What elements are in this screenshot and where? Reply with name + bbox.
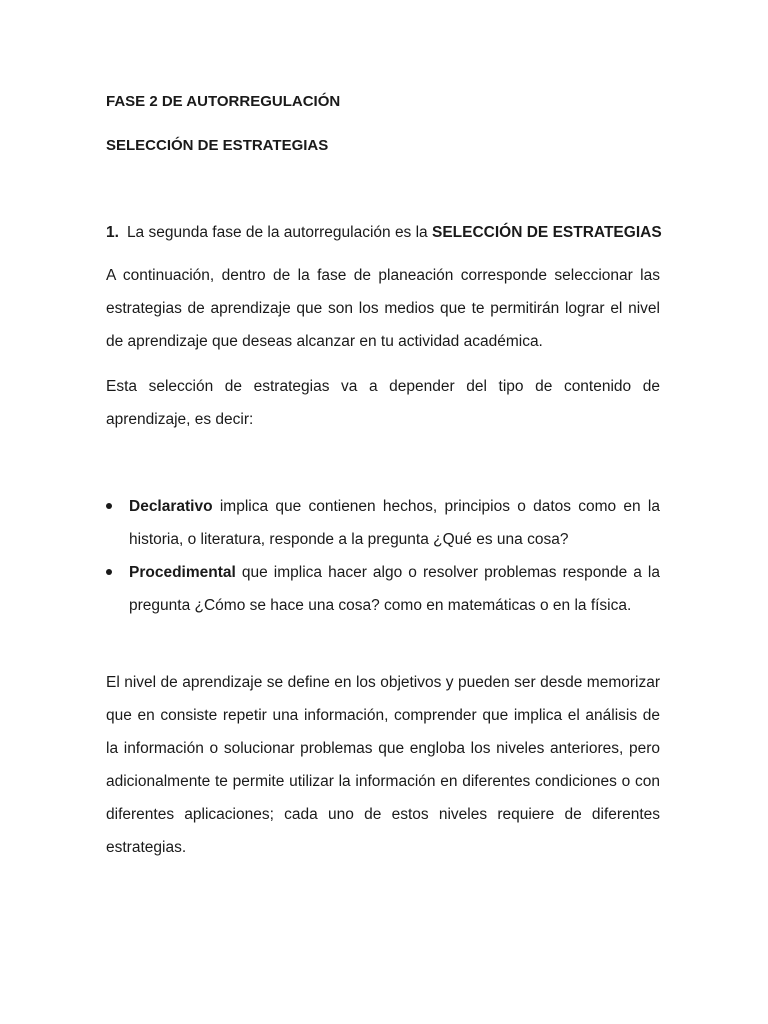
section-heading: SELECCIÓN DE ESTRATEGIAS [106, 137, 329, 154]
item-number: 1. [106, 224, 119, 241]
paragraph-planning: A continuación, dentro de la fase de planeación corresponde seleccionar las estrategias de aprendizaje que son los medios que te permitirán lograr el nivel de aprendizaje que deseas alcanzar en tu actividad académica. [106, 267, 660, 350]
list-term: Declarativo [129, 498, 213, 515]
item-emphasis: SELECCIÓN DE ESTRATEGIAS [432, 224, 662, 241]
paragraph-learning-level: El nivel de aprendizaje se define en los objetivos y pueden ser desde memorizar que en consiste repetir una información, comprender que implica el análisis de la información o solucionar problemas que engloba los niveles anteriores, pero adicionalmente te permite utilizar la información en diferentes condiciones o con diferentes aplicaciones; cada uno de estos niveles requiere de diferentes estrategias. [106, 674, 660, 856]
content-type-list [106, 490, 660, 622]
bullet-icon [106, 503, 112, 509]
list-item-procedimental [106, 556, 660, 622]
list-item-declarativo [106, 490, 660, 556]
item-text: La segunda fase de la autorregulación es la [126, 224, 428, 241]
list-text: que implica hacer algo o resolver problemas responde a la pregunta ¿Cómo se hace una cosa? como en matemáticas o en la física. [129, 564, 660, 614]
paragraph-content-type: Esta selección de estrategias va a depender del tipo de contenido de aprendizaje, es decir: [106, 378, 660, 428]
list-term: Procedimental [129, 564, 236, 581]
phase-heading: FASE 2 DE AUTORREGULACIÓN [106, 93, 341, 110]
numbered-item-1 [106, 224, 660, 242]
list-text: implica que contienen hechos, principios o datos como en la historia, o literatura, responde a la pregunta ¿Qué es una cosa? [129, 498, 660, 548]
bullet-icon [106, 569, 112, 575]
